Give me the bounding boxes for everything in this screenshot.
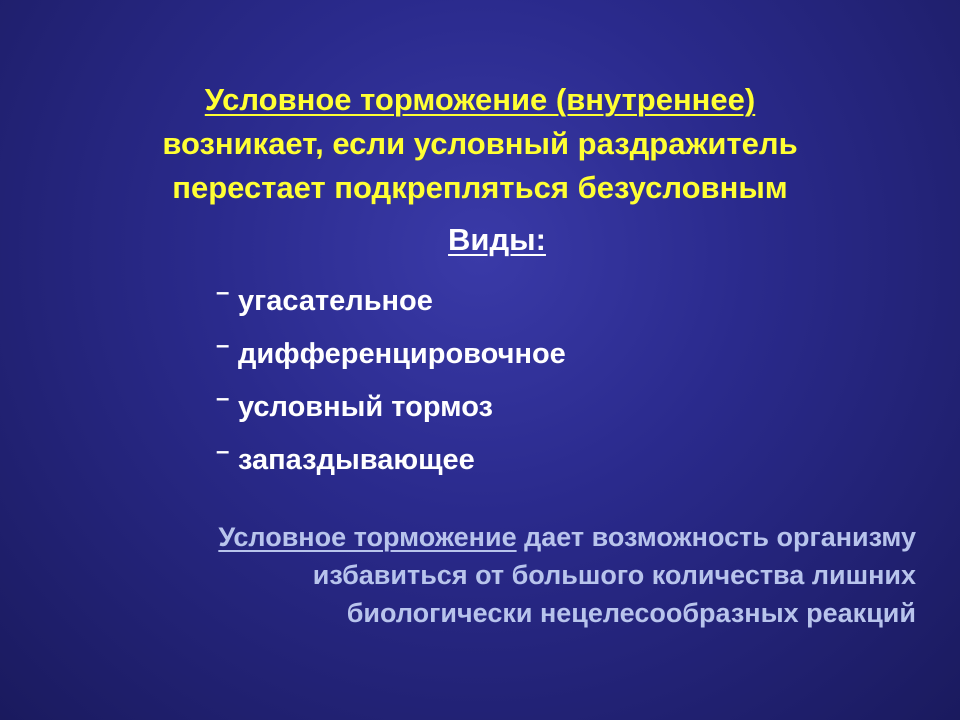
note-term: Условное торможение: [218, 522, 517, 552]
list-item-label: запаздывающее: [238, 444, 475, 476]
kinds-list: [216, 278, 566, 490]
heading-line-2: возникает, если условный раздражитель: [162, 126, 798, 161]
list-item: [216, 331, 566, 384]
list-item: [216, 278, 566, 331]
dash-marker: –: [216, 438, 230, 465]
dash-marker: –: [216, 385, 230, 412]
summary-note: [36, 518, 916, 632]
dash-marker: –: [216, 332, 230, 359]
note-line-3: биологически нецелесообразных реакций: [346, 598, 916, 628]
note-line-2: избавиться от большого количества лишних: [312, 560, 916, 590]
slide-heading: [0, 78, 960, 210]
heading-line-3: перестает подкрепляться безусловным: [172, 170, 788, 205]
note-line-1: дает возможность организму: [516, 522, 916, 552]
kinds-title: Виды:: [448, 222, 546, 257]
list-item-label: дифференцировочное: [238, 338, 566, 370]
dash-marker: –: [216, 279, 230, 306]
heading-line-1: Условное торможение (внутреннее): [204, 82, 756, 117]
list-item: [216, 384, 566, 437]
list-item: [216, 437, 566, 490]
list-item-label: условный тормоз: [238, 391, 493, 423]
list-item-label: угасательное: [238, 285, 433, 317]
